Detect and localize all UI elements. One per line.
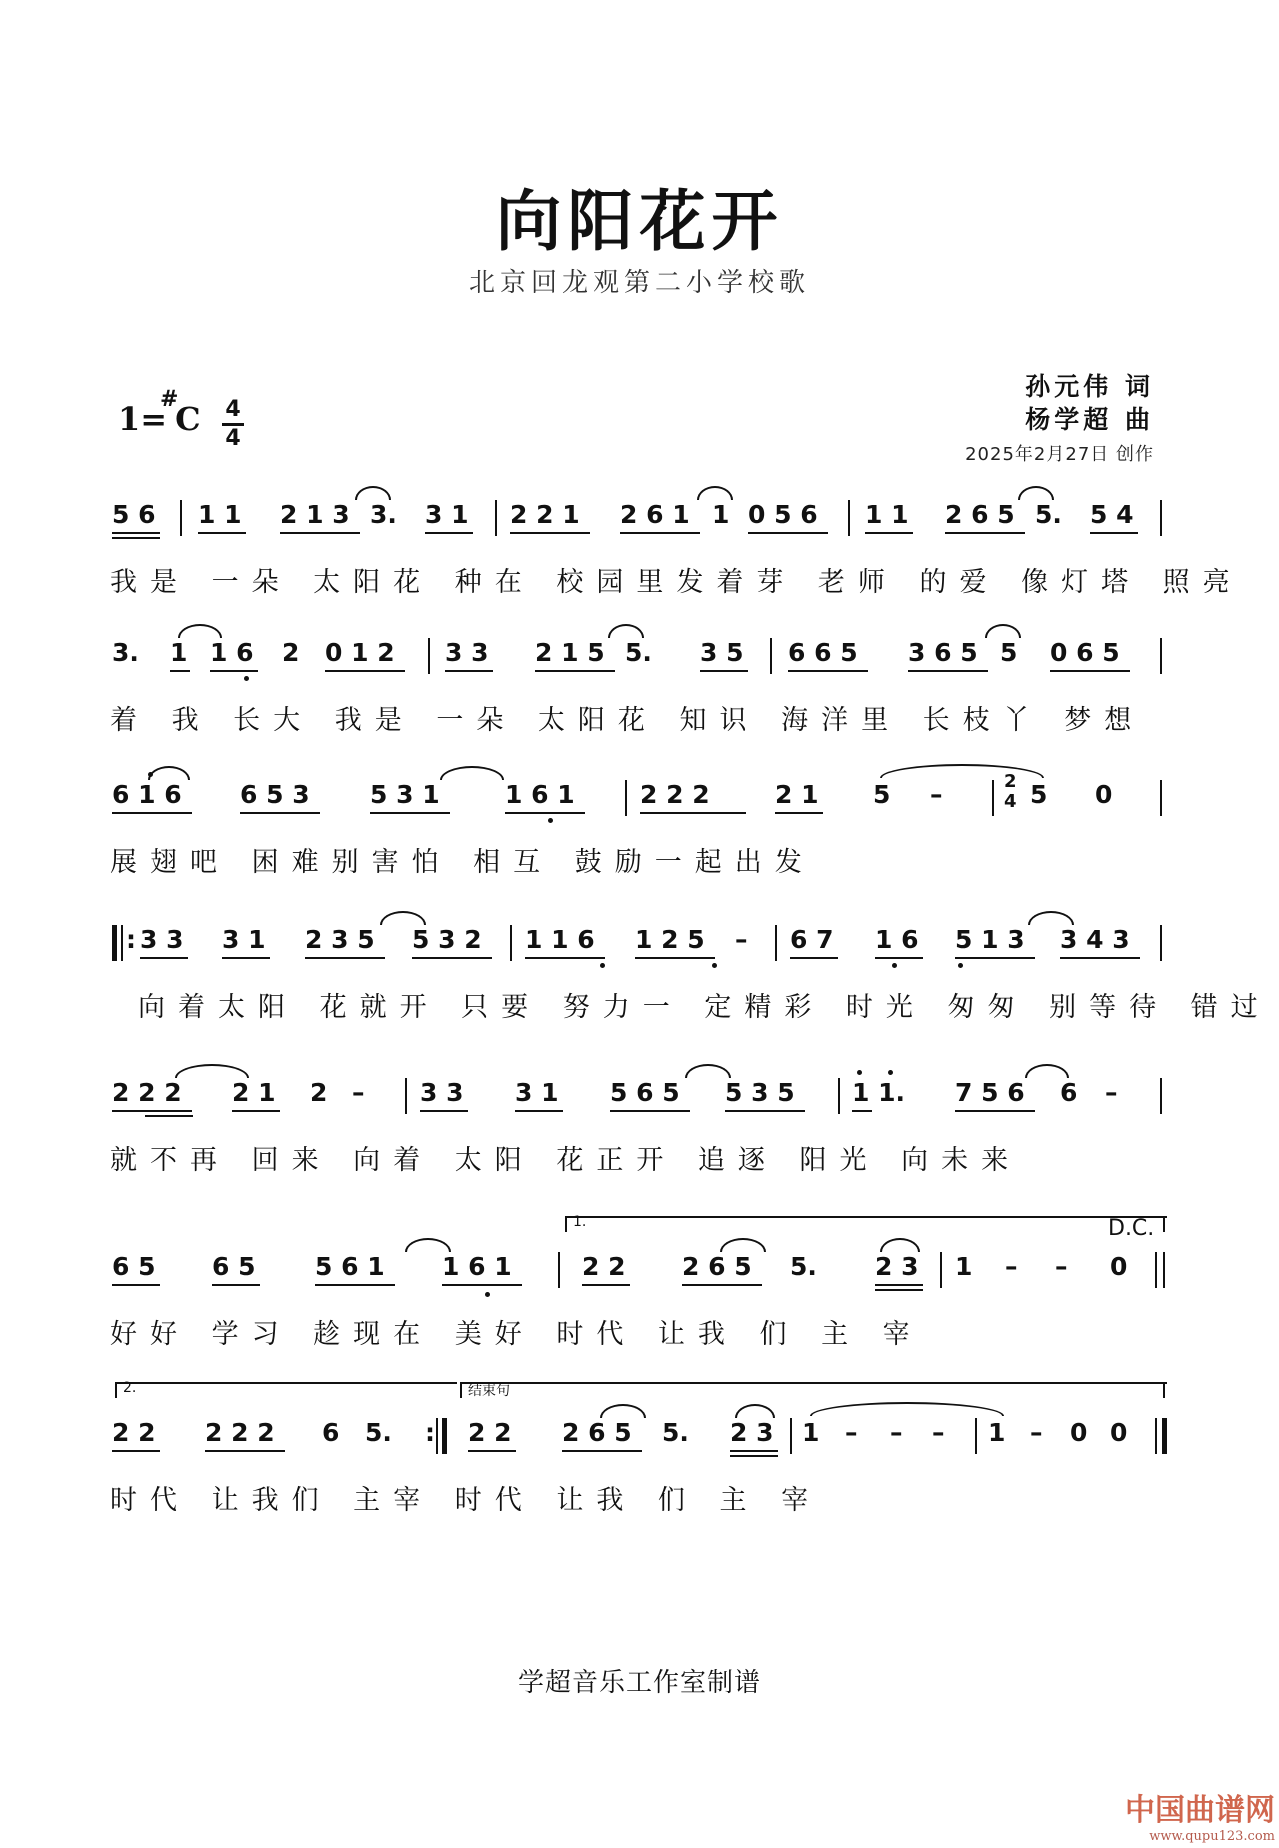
note: 6 5 [112, 1252, 156, 1281]
note: 5 4 [1090, 500, 1134, 529]
bracket-end [1163, 1216, 1165, 1232]
underline [198, 532, 246, 534]
tie [1025, 1064, 1069, 1078]
lyric-line: 着 我 长大 我是 一朵 太阳花 知识 海洋里 长枝丫 梦想 [110, 705, 1145, 736]
note: 3 1 [515, 1078, 559, 1107]
barline [940, 1252, 942, 1288]
octave-dot [712, 963, 717, 968]
note: 5 6 5 [610, 1078, 680, 1107]
octave-dot [892, 963, 897, 968]
note: 7 5 6 [955, 1078, 1025, 1107]
barline [558, 1252, 560, 1288]
tie [175, 1064, 249, 1078]
note: 5 3 5 [725, 1078, 795, 1107]
note: – [890, 1418, 903, 1447]
bracket-end [1163, 1382, 1165, 1398]
note: – [352, 1078, 365, 1107]
barline [975, 1418, 977, 1454]
note: 0 6 5 [1050, 638, 1120, 667]
barline [121, 925, 123, 961]
time-signature [222, 398, 244, 451]
note: 1 [170, 638, 188, 667]
underline [700, 670, 748, 672]
tie [380, 911, 426, 925]
note: 3 6 5 [908, 638, 978, 667]
underline [730, 1455, 778, 1457]
barline [1160, 500, 1162, 536]
note: 0 5 6 [748, 500, 818, 529]
underline [315, 1284, 395, 1286]
barline [428, 638, 430, 674]
note: 2 3 [730, 1418, 774, 1447]
note: 6 6 5 [788, 638, 858, 667]
note: 1 [712, 500, 730, 529]
tie [697, 486, 733, 500]
barline [180, 500, 182, 536]
underline [468, 1450, 516, 1452]
underline [865, 532, 913, 534]
barline [992, 780, 994, 816]
underline [610, 1110, 690, 1112]
underline [170, 670, 190, 672]
note: – [1055, 1252, 1068, 1281]
underline [1090, 532, 1138, 534]
tie [600, 1404, 646, 1418]
note: 3 1 [222, 925, 266, 954]
tie [355, 486, 391, 500]
underline [140, 957, 188, 959]
underline [1060, 957, 1140, 959]
note: 5. [1035, 500, 1062, 529]
note: 0 1 2 [325, 638, 395, 667]
song-subtitle: 北京回龙观第二小学校歌 [468, 268, 810, 298]
tie [985, 624, 1021, 638]
sharp-symbol: # [160, 386, 179, 412]
note: 5 6 1 [315, 1252, 385, 1281]
note: 0 [1110, 1252, 1128, 1281]
note: 2 6 5 [562, 1418, 632, 1447]
note: 2 2 [468, 1418, 512, 1447]
underline [875, 1289, 923, 1291]
underline [222, 957, 270, 959]
underline [525, 957, 605, 959]
note: 1 [802, 1418, 820, 1447]
note: 3 5 [700, 638, 744, 667]
underline [908, 670, 988, 672]
final-barline [1162, 1418, 1167, 1454]
note: – [930, 780, 943, 809]
barline [495, 500, 497, 536]
underline [370, 812, 450, 814]
underline [505, 812, 585, 814]
underline [640, 812, 746, 814]
barline [1155, 1252, 1157, 1288]
note: 2 [282, 638, 300, 667]
note: 1 1 [198, 500, 242, 529]
note: 6 1 6 [112, 780, 182, 809]
underline [205, 1450, 285, 1452]
octave-dot [888, 1070, 893, 1075]
note: 1 1. [852, 1078, 905, 1107]
lyric-line: 就不再 回来 向着 太阳 花正开 追逐 阳光 向未来 [110, 1145, 1022, 1176]
tie [685, 1064, 731, 1078]
song-title: 向阳花开 [495, 183, 784, 260]
note: 1 6 [210, 638, 254, 667]
note: 6 7 [790, 925, 834, 954]
note: 0 [1110, 1418, 1128, 1447]
footer-credit: 学超音乐工作室制谱 [517, 1668, 761, 1698]
tie [720, 1238, 766, 1252]
underline [280, 532, 360, 534]
octave-dot [548, 818, 553, 823]
note: 6 [322, 1418, 340, 1447]
barline [838, 1078, 840, 1114]
first-ending-bracket [565, 1216, 1167, 1232]
underline [305, 957, 385, 959]
note: 1 6 1 [442, 1252, 512, 1281]
barline [1155, 1418, 1157, 1454]
note: – [1030, 1418, 1043, 1447]
note: 3 3 [445, 638, 489, 667]
note: 5 6 [112, 500, 156, 529]
tie [1018, 486, 1054, 500]
credits [1025, 370, 1154, 436]
double-barline [1163, 1252, 1165, 1288]
barline [405, 1078, 407, 1114]
underline [635, 957, 715, 959]
underline [112, 537, 160, 539]
note: 2 2 2 [640, 780, 710, 809]
note: 3 3 [140, 925, 184, 954]
notation-line [0, 1418, 1279, 1458]
key-note: C [175, 400, 201, 438]
note: 5 3 2 [412, 925, 482, 954]
second-ending-bracket [115, 1382, 457, 1398]
barline [436, 1418, 438, 1454]
note: – [1105, 1078, 1118, 1107]
note: 2 3 [875, 1252, 919, 1281]
underline [682, 1284, 762, 1286]
barline [1160, 1078, 1162, 1114]
barline [1160, 925, 1162, 961]
underline [325, 670, 405, 672]
note: 2 1 5 [535, 638, 605, 667]
note: 1 6 [875, 925, 919, 954]
underline [425, 532, 473, 534]
note: 6 5 [212, 1252, 256, 1281]
tie [735, 1404, 775, 1418]
underline [112, 532, 160, 534]
underline [232, 1110, 280, 1112]
note: 2 1 [775, 780, 819, 809]
underline [112, 1450, 160, 1452]
note: – [845, 1418, 858, 1447]
underline [112, 812, 192, 814]
octave-dot [485, 1292, 490, 1297]
time-signature-bottom: 4 [225, 426, 241, 451]
note: 5 1 3 [955, 925, 1025, 954]
time-signature-top: 4 [225, 397, 241, 422]
ending-phrase-label: 结束句 [468, 1383, 510, 1399]
repeat-end-bar [442, 1418, 447, 1454]
note: 5. [365, 1418, 392, 1447]
lyric-line: 时代 让我们 主宰 时代 让我 们 主 宰 [110, 1485, 822, 1516]
volta-number: 2. [123, 1380, 137, 1396]
barline [790, 1418, 792, 1454]
volta-number: 1. [573, 1214, 587, 1230]
creation-date: 2025年2月27日 创作 [965, 444, 1154, 465]
tie [1028, 911, 1074, 925]
notation-line [0, 1078, 1279, 1118]
note: 5 3 1 [370, 780, 440, 809]
underline [730, 1450, 778, 1452]
underline [1050, 670, 1130, 672]
note: 5 [873, 780, 891, 809]
barline [775, 925, 777, 961]
tie [608, 624, 644, 638]
note: 2 2 1 [510, 500, 580, 529]
note: 2 3 5 [305, 925, 375, 954]
tie [148, 766, 190, 780]
underline [445, 670, 493, 672]
key-prefix: 1= [118, 400, 168, 438]
note: 6 5 3 [240, 780, 310, 809]
underline [510, 532, 590, 534]
underline [112, 1284, 160, 1286]
underline [875, 1284, 923, 1286]
underline [748, 532, 828, 534]
underline [442, 1284, 522, 1286]
lyric-line: 向着太阳 花就开 只要 努力一 定精彩 时光 匆匆 别等待 错过 [138, 992, 1271, 1023]
note: 2 6 1 [620, 500, 690, 529]
barline [1160, 638, 1162, 674]
note: 2 6 5 [682, 1252, 752, 1281]
note: 2 1 [232, 1078, 276, 1107]
repeat-dots: : [126, 925, 136, 954]
note: 2 2 2 [205, 1418, 275, 1447]
underline [240, 812, 320, 814]
note: 3 3 [420, 1078, 464, 1107]
barline [770, 638, 772, 674]
underline [112, 1110, 192, 1112]
barline [1160, 780, 1162, 816]
note: 1 [955, 1252, 973, 1281]
notation-line [0, 1252, 1279, 1292]
underline [210, 670, 258, 672]
octave-dot [958, 963, 963, 968]
note: 1 6 1 [505, 780, 575, 809]
note: 2 [310, 1078, 328, 1107]
composer-credit: 杨学超 曲 [1025, 405, 1154, 434]
watermark-brand: 中国曲谱网 [1125, 1793, 1275, 1828]
barline [625, 780, 627, 816]
note: 3. [370, 500, 397, 529]
barline [848, 500, 850, 536]
underline [420, 1110, 468, 1112]
note: 2 6 5 [945, 500, 1015, 529]
underline [145, 1115, 193, 1117]
underline [955, 957, 1035, 959]
underline [412, 957, 492, 959]
note: 2 2 [112, 1418, 156, 1447]
note: 3 4 3 [1060, 925, 1130, 954]
note: 1 1 6 [525, 925, 595, 954]
underline [790, 957, 838, 959]
tie [178, 624, 222, 638]
ending-phrase-bracket [460, 1382, 1167, 1398]
note: 5. [662, 1418, 689, 1447]
lyric-line: 好好 学习 趁现在 美好 时代 让我 们 主 宰 [110, 1319, 923, 1350]
note: 1 [988, 1418, 1006, 1447]
lyricist-credit: 孙元伟 词 [1025, 372, 1154, 401]
underline [852, 1110, 872, 1112]
key-signature [118, 386, 201, 438]
note: 2 2 2 [112, 1078, 182, 1107]
note: 3. [112, 638, 139, 667]
dc-marking: D.C. [1108, 1216, 1155, 1241]
barline [510, 925, 512, 961]
underline [620, 532, 700, 534]
underline [725, 1110, 805, 1112]
note: 5 [1030, 780, 1048, 809]
note: 5 [1000, 638, 1018, 667]
time-change: 2 4 [1004, 771, 1017, 812]
note: 2 1 3 [280, 500, 350, 529]
notation-line [0, 925, 1279, 965]
note: 1 2 5 [635, 925, 705, 954]
underline [515, 1110, 563, 1112]
underline [875, 957, 923, 959]
lyric-line: 展翅吧 困难别害怕 相互 鼓励一起出发 [110, 847, 815, 878]
underline [788, 670, 868, 672]
octave-dot [600, 963, 605, 968]
note: – [735, 925, 748, 954]
underline [212, 1284, 260, 1286]
notation-line [0, 771, 1279, 820]
underline [582, 1284, 630, 1286]
note: 5. [790, 1252, 817, 1281]
note: 0 [1095, 780, 1113, 809]
notation-line [0, 638, 1279, 678]
underline [955, 1110, 1035, 1112]
underline [775, 812, 823, 814]
repeat-start-bar [112, 925, 117, 961]
tie [880, 1238, 920, 1252]
lyric-line: 我是 一朵 太阳花 种在 校园里发着芽 老师 的爱 像灯塔 照亮 [110, 567, 1243, 598]
notation-line [0, 500, 1279, 540]
note: – [932, 1418, 945, 1447]
watermark-logo [1125, 1785, 1275, 1844]
watermark-url: www.qupu123.com [1149, 1829, 1275, 1844]
note: 1 1 [865, 500, 909, 529]
note: 2 2 [582, 1252, 626, 1281]
note: – [1005, 1252, 1018, 1281]
tie [405, 1238, 451, 1252]
note: 5. [625, 638, 652, 667]
underline [945, 532, 1025, 534]
underline [562, 1450, 642, 1452]
tie [810, 1402, 1004, 1416]
tie [440, 766, 504, 780]
tie [880, 764, 1044, 778]
octave-dot [857, 1070, 862, 1075]
octave-dot [244, 676, 249, 681]
underline [535, 670, 615, 672]
note: 0 [1070, 1418, 1088, 1447]
note: 3 1 [425, 500, 469, 529]
repeat-dots: : [425, 1418, 435, 1447]
note: 6 [1060, 1078, 1078, 1107]
